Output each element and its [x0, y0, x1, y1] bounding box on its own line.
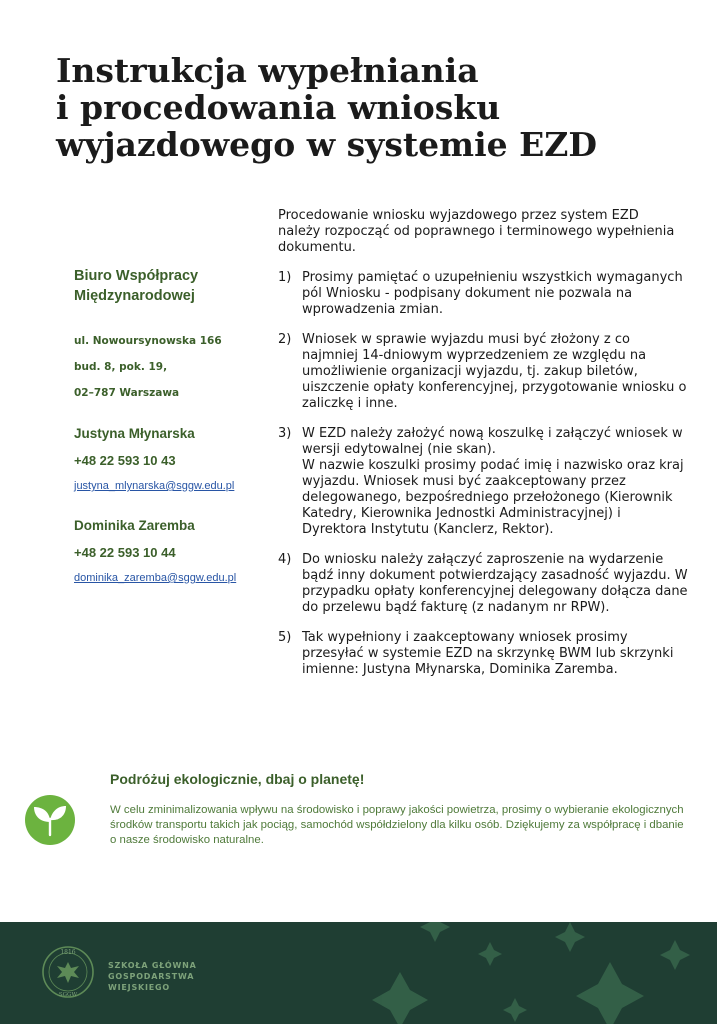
crest-year: 1816 — [60, 949, 76, 956]
address-line: 02–787 Warszawa — [74, 387, 180, 399]
step-number: 2) — [278, 332, 292, 347]
footer-banner — [0, 922, 717, 1024]
step-text: Tak wypełniony i zaakceptowany wniosek prosimy przesyłać w systemie EZD na skrzynkę BWM lub skrzynki imienne: Justyna Młynarska, Dominika Zaremba. — [302, 630, 674, 677]
step-text: W EZD należy założyć nową koszulkę i załączyć wniosek w wersji edytowalnej (nie skan). — [302, 426, 683, 457]
address-line: ul. Nowoursynowska 166 — [74, 335, 222, 347]
contact-person-name: Justyna Młynarska — [74, 426, 195, 441]
university-name-line: SZKOŁA GŁÓWNA — [108, 961, 197, 970]
list-item — [278, 270, 688, 318]
office-name-line: Biuro Współpracy — [74, 268, 199, 284]
leaf-icon — [25, 795, 75, 845]
eco-heading: Podróżuj ekologicznie, dbaj o planetę! — [110, 771, 365, 787]
steps-list — [278, 270, 688, 678]
contact-phone[interactable]: +48 22 593 10 44 — [74, 545, 176, 560]
address-line: bud. 8, pok. 19, — [74, 361, 168, 373]
contact-block — [74, 266, 264, 306]
step-text: Do wniosku należy załączyć zaproszenie na wydarzenie bądź inny dokument potwierdzający zasadność wyjazdu. W przypadku opłaty konferencyjnej delegowany dołącza dane do przelewu bądź fakturę (z nadanym nr RPW). — [302, 552, 688, 615]
university-name-line: WIEJSKIEGO — [108, 983, 171, 992]
title-line: wyjazdowego w systemie EZD — [56, 125, 597, 164]
contact-email-link[interactable]: dominika_zaremba@sggw.edu.pl — [74, 572, 237, 584]
list-item — [278, 332, 688, 412]
title-line: Instrukcja wypełniania — [56, 51, 479, 90]
step-text: Prosimy pamiętać o uzupełnieniu wszystkich wymaganych pól Wniosku - podpisany dokument nie pozwala na wprowadzenia zmian. — [302, 270, 683, 317]
intro-paragraph: Procedowanie wniosku wyjazdowego przez system EZD należy rozpocząć od poprawnego i terminowego wypełnienia dokumentu. — [278, 208, 675, 255]
list-item — [278, 426, 688, 538]
step-number: 4) — [278, 552, 292, 567]
step-text: W nazwie koszulki prosimy podać imię i nazwisko oraz kraj wyjazdu. Wniosek musi być zaakceptowany przez delegowanego, bezpośredniego przełożonego (Kierownik Katedry, Kierownika Jednostki Administracyjnej) i Dyrektora Instytutu (Kanclerz, Rektor). — [302, 458, 684, 537]
university-crest-icon — [40, 942, 96, 1002]
list-item — [278, 552, 688, 616]
office-name-line: Międzynarodowej — [74, 288, 195, 304]
university-name-line: GOSPODARSTWA — [108, 972, 195, 981]
step-number: 1) — [278, 270, 292, 285]
step-number: 3) — [278, 426, 292, 441]
decorative-stars — [280, 922, 717, 1024]
list-item — [278, 630, 688, 678]
page-title — [56, 52, 676, 163]
office-name — [74, 266, 264, 306]
step-text: Wniosek w sprawie wyjazdu musi być złożony z co najmniej 14-dniowym wyprzedzeniem ze względu na umożliwienie organizacji wyjazdu, tj. zakup biletów, uiszczenie opłaty konferencyjnej, przygotowanie wniosku o zaliczkę i inne. — [302, 332, 687, 411]
contact-email-link[interactable]: justyna_mlynarska@sggw.edu.pl — [74, 480, 235, 492]
step-number: 5) — [278, 630, 292, 645]
contact-phone[interactable]: +48 22 593 10 43 — [74, 453, 176, 468]
title-line: i procedowania wniosku — [56, 88, 501, 127]
contact-person-name: Dominika Zaremba — [74, 518, 195, 533]
university-name — [108, 960, 197, 993]
eco-text: W celu zminimalizowania wpływu na środowisko i poprawy jakości powietrza, prosimy o wybieranie ekologicznych środków transportu takich jak pociąg, samochód współdzielony dla kilku osób. Dziękujemy za współpracę i dbanie o nasze środowisko naturalne. — [110, 804, 684, 846]
crest-text: SGGW — [58, 992, 78, 998]
